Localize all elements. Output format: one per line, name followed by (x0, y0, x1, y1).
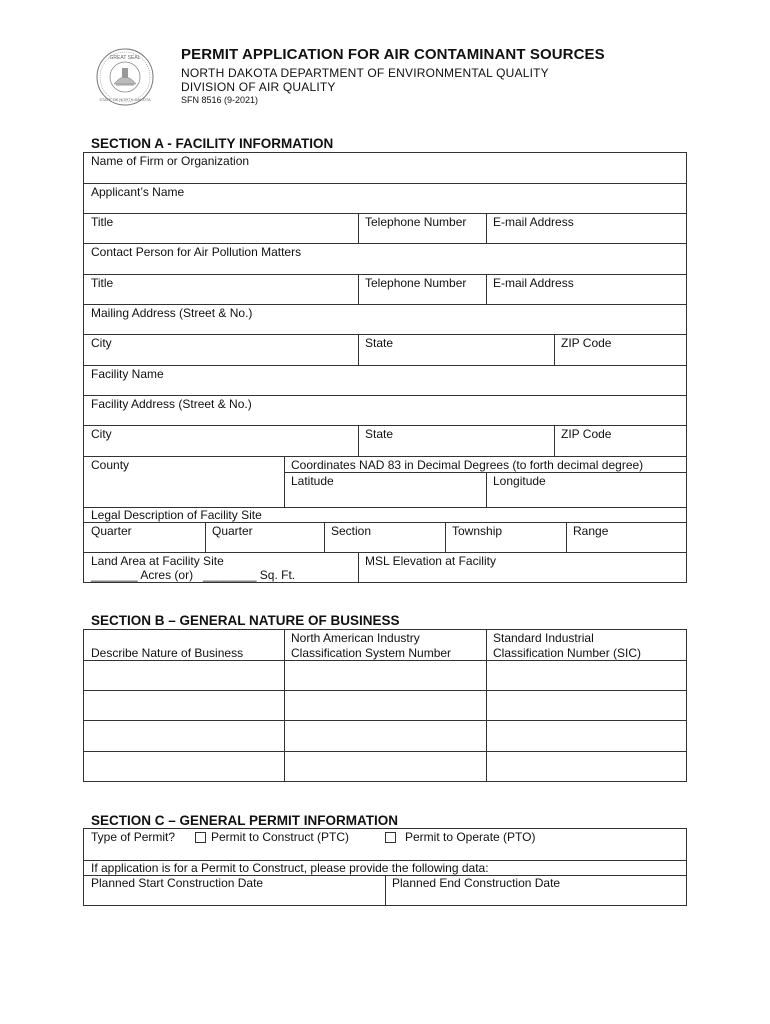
column-header-nature-of-business: Describe Nature of Business (91, 646, 244, 660)
naics-number-cell[interactable] (285, 661, 485, 689)
form-number: SFN 8516 (9-2021) (181, 95, 259, 105)
section-c-title: SECTION C – GENERAL PERMIT INFORMATION (91, 813, 399, 828)
svg-text:STATE OF NORTH DAKOTA: STATE OF NORTH DAKOTA (99, 97, 151, 102)
range-field[interactable]: Range (573, 524, 609, 538)
state-seal-logo (96, 48, 154, 106)
permit-type-label: Type of Permit? (91, 830, 176, 844)
contact-person-field[interactable]: Contact Person for Air Pollution Matters (91, 245, 302, 259)
planned-end-date-field[interactable]: Planned End Construction Date (392, 876, 561, 890)
coordinates-heading: Coordinates NAD 83 in Decimal Degrees (to forth decimal degree) (291, 458, 644, 472)
sic-number-cell[interactable] (487, 661, 686, 689)
planned-start-date-field[interactable]: Planned Start Construction Date (91, 876, 264, 890)
legal-description-heading: Legal Description of Facility Site (91, 508, 262, 522)
division-name: DIVISION OF AIR QUALITY (181, 80, 336, 94)
mailing-address-field[interactable]: Mailing Address (Street & No.) (91, 306, 253, 320)
mailing-state-field[interactable]: State (365, 336, 394, 350)
facility-name-field[interactable]: Facility Name (91, 367, 164, 381)
sic-number-cell[interactable] (487, 752, 686, 781)
quarter-field-2[interactable]: Quarter (212, 524, 253, 538)
mailing-zip-field[interactable]: ZIP Code (561, 336, 612, 350)
ptc-checkbox[interactable] (195, 832, 206, 843)
facility-city-field[interactable]: City (91, 427, 112, 441)
applicant-name-field[interactable]: Applicant’s Name (91, 185, 185, 199)
section-b-title: SECTION B – GENERAL NATURE OF BUSINESS (91, 613, 400, 628)
ptc-label: Permit to Construct (PTC) (211, 830, 350, 844)
column-header-sic-line2: Classification Number (SIC) (493, 646, 642, 660)
naics-number-cell[interactable] (285, 721, 485, 750)
business-description-cell[interactable] (84, 752, 283, 781)
msl-elevation-field[interactable]: MSL Elevation at Facility (365, 554, 496, 568)
contact-telephone-field[interactable]: Telephone Number (365, 276, 467, 290)
business-description-cell[interactable] (84, 721, 283, 750)
column-header-naics-line1: North American Industry (291, 631, 420, 645)
firm-name-field[interactable]: Name of Firm or Organization (91, 154, 250, 168)
column-header-naics-line2: Classification System Number (291, 646, 452, 660)
applicant-title-field[interactable]: Title (91, 215, 114, 229)
facility-address-field[interactable]: Facility Address (Street & No.) (91, 397, 252, 411)
section-a-title: SECTION A - FACILITY INFORMATION (91, 136, 334, 151)
naics-number-cell[interactable] (285, 752, 485, 781)
section-field[interactable]: Section (331, 524, 372, 538)
facility-zip-field[interactable]: ZIP Code (561, 427, 612, 441)
svg-text:GREAT SEAL: GREAT SEAL (109, 55, 141, 61)
land-area-units[interactable]: _______ Acres (or) ________ Sq. Ft. (91, 568, 296, 582)
pto-label: Permit to Operate (PTO) (405, 830, 536, 844)
quarter-field-1[interactable]: Quarter (91, 524, 132, 538)
township-field[interactable]: Township (452, 524, 503, 538)
longitude-field[interactable]: Longitude (493, 474, 546, 488)
department-name: NORTH DAKOTA DEPARTMENT OF ENVIRONMENTAL QUALITY (181, 66, 549, 80)
facility-state-field[interactable]: State (365, 427, 394, 441)
naics-number-cell[interactable] (285, 691, 485, 719)
contact-email-field[interactable]: E-mail Address (493, 276, 574, 290)
latitude-field[interactable]: Latitude (291, 474, 334, 488)
county-field[interactable]: County (91, 458, 130, 472)
business-description-cell[interactable] (84, 691, 283, 719)
form-title: PERMIT APPLICATION FOR AIR CONTAMINANT SOURCES (181, 46, 605, 63)
column-header-sic-line1: Standard Industrial (493, 631, 594, 645)
ptc-instructions: If application is for a Permit to Construct, please provide the following data: (91, 861, 489, 875)
land-area-field[interactable]: Land Area at Facility Site (91, 554, 224, 568)
sic-number-cell[interactable] (487, 721, 686, 750)
applicant-telephone-field[interactable]: Telephone Number (365, 215, 467, 229)
contact-title-field[interactable]: Title (91, 276, 114, 290)
pto-checkbox[interactable] (385, 832, 396, 843)
applicant-email-field[interactable]: E-mail Address (493, 215, 574, 229)
sic-number-cell[interactable] (487, 691, 686, 719)
business-description-cell[interactable] (84, 661, 283, 689)
mailing-city-field[interactable]: City (91, 336, 112, 350)
